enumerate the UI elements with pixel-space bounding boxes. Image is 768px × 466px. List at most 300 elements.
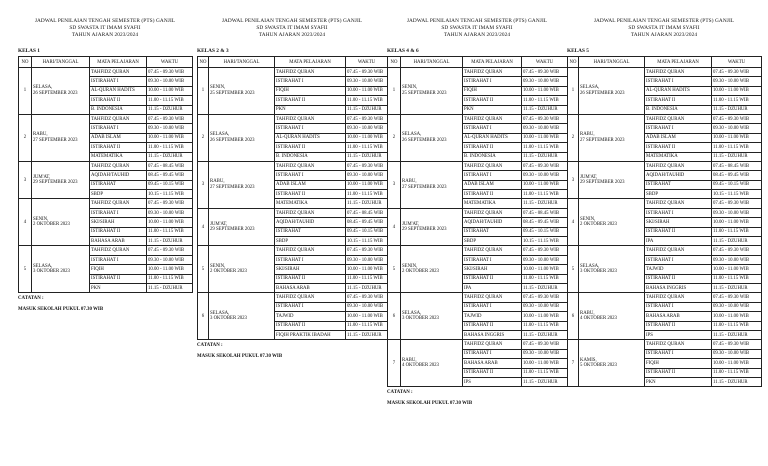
time-cell: 11.15 - DZUHUR: [712, 152, 762, 161]
time-cell: 07.45 - 09.30 WIB: [346, 246, 388, 255]
subject-cell: ISTIRAHAT I: [275, 124, 346, 133]
day-date: [32, 161, 90, 199]
day-number: 5: [198, 246, 209, 293]
time-cell: 07.45 - 09.30 WIB: [147, 199, 193, 208]
day-name: RABU,: [580, 132, 595, 138]
day-date: [579, 161, 645, 199]
day-name: SENIN,: [402, 263, 418, 269]
subject-cell: MATEMATIKA: [90, 152, 147, 161]
table-row: [198, 114, 388, 123]
subject-cell: IPS: [463, 377, 522, 386]
time-cell: 11.00 - 11.15 WIB: [346, 274, 388, 283]
day-name: RABU,: [580, 310, 595, 316]
date-text: 3 OKTOBER 2023: [33, 269, 70, 275]
table-row: [19, 114, 193, 123]
time-cell: 10.00 - 11.00 WIB: [712, 86, 762, 95]
subject-cell: TAHFIDZ QURAN: [645, 246, 712, 255]
time-cell: 07.45 - 09.30 WIB: [147, 246, 193, 255]
time-cell: 11.15 - DZUHUR: [712, 105, 762, 114]
time-cell: 09.45 - 10.15 WIB: [346, 227, 388, 236]
time-cell: 10.00 - 11.00 WIB: [346, 180, 388, 189]
day-number: 1: [568, 68, 579, 115]
day-number: 1: [198, 68, 209, 115]
subject-cell: TAHFIDZ QURAN: [463, 340, 522, 349]
table-row: [388, 293, 568, 302]
header-line3: TAHUN AJARAN 2023/2024: [630, 32, 698, 39]
note-label: CATATAN :: [197, 342, 223, 348]
subject-cell: AL-QURAN HADITS: [645, 86, 712, 95]
subject-cell: AQIDAH/TAUHID: [275, 218, 346, 227]
time-cell: 08.45 - 09.45 WIB: [346, 218, 388, 227]
date-text: 29 SEPTEMBER 2023: [210, 227, 255, 233]
time-cell: 10.15 - 11.15 WIB: [346, 237, 388, 246]
subject-cell: ISTIRAHAT I: [463, 302, 522, 311]
table-row: [388, 114, 568, 123]
header-line3: TAHUN AJARAN 2023/2024: [71, 32, 139, 39]
subject-cell: BAHASA INGGRIS: [463, 330, 522, 339]
subject-cell: AL-QURAN HADITS: [275, 133, 346, 142]
time-cell: 09.30 - 10.00 WIB: [522, 255, 568, 264]
day-name: SELASA,: [402, 132, 422, 138]
subject-cell: TAHFIDZ QURAN: [645, 340, 712, 349]
time-cell: 11.00 - 11.15 WIB: [712, 96, 762, 105]
time-cell: 09.30 - 10.00 WIB: [712, 77, 762, 86]
header-line3: TAHUN AJARAN 2023/2024: [258, 32, 326, 39]
subject-cell: ISTIRAHAT: [90, 180, 147, 189]
time-cell: 08.45 - 09.45 WIB: [522, 218, 568, 227]
time-cell: 10.15 - 11.15 WIB: [712, 190, 762, 199]
time-cell: 11.00 - 11.15 WIB: [147, 227, 193, 236]
subject-cell: BAHASA INGGRIS: [645, 283, 712, 292]
day-date: [579, 293, 645, 340]
subject-cell: TAHFIDZ QURAN: [463, 208, 522, 217]
day-name: SENIN,: [210, 85, 226, 91]
time-cell: 10.00 - 11.00 WIB: [346, 86, 388, 95]
table-row: [19, 68, 193, 77]
time-cell: 07.45 - 08.45 WIB: [712, 161, 762, 170]
subject-cell: TAHFIDZ QURAN: [275, 161, 346, 170]
day-date: [209, 246, 275, 293]
time-cell: 11.15 - DZUHUR: [522, 330, 568, 339]
time-cell: 11.00 - 11.15 WIB: [346, 143, 388, 152]
day-number: 3: [198, 161, 209, 208]
time-cell: 08.45 - 09.45 WIB: [712, 171, 762, 180]
time-cell: 11.00 - 11.15 WIB: [522, 368, 568, 377]
subject-cell: TAHFIDZ QURAN: [275, 208, 346, 217]
subject-cell: TAHFIDZ QURAN: [275, 246, 346, 255]
subject-cell: B. INDONESIA: [90, 105, 147, 114]
subject-cell: ISTIRAHAT II: [275, 321, 346, 330]
day-date: [32, 68, 90, 115]
subject-cell: ISTIRAHAT I: [463, 255, 522, 264]
time-cell: 10.00 - 11.00 WIB: [712, 312, 762, 321]
day-date: [401, 68, 463, 115]
time-cell: 09.30 - 10.00 WIB: [712, 302, 762, 311]
subject-cell: ISTIRAHAT I: [463, 349, 522, 358]
time-cell: 07.45 - 09.30 WIB: [147, 68, 193, 77]
subject-cell: MATEMATIKA: [275, 199, 346, 208]
time-cell: 09.45 - 10.15 WIB: [147, 180, 193, 189]
class-label: KELAS 5: [567, 48, 589, 54]
time-cell: 09.30 - 10.00 WIB: [147, 77, 193, 86]
subject-cell: TAJWID: [645, 265, 712, 274]
day-date: [209, 208, 275, 246]
time-cell: 07.45 - 09.30 WIB: [147, 114, 193, 123]
subject-cell: PKN: [275, 105, 346, 114]
subject-cell: TAHFIDZ QURAN: [90, 161, 147, 170]
time-cell: 10.00 - 11.00 WIB: [147, 86, 193, 95]
column-header: HARI/TANGGAL: [32, 57, 90, 68]
subject-cell: TAJWID: [275, 312, 346, 321]
subject-cell: ISTIRAHAT I: [645, 77, 712, 86]
time-cell: 10.00 - 11.00 WIB: [147, 218, 193, 227]
day-name: SELASA,: [210, 310, 230, 316]
school-header: [197, 18, 387, 40]
day-number: 7: [568, 340, 579, 387]
time-cell: 09.30 - 10.00 WIB: [346, 171, 388, 180]
time-cell: 11.15 - DZUHUR: [712, 237, 762, 246]
day-name: JUM'AT,: [33, 174, 51, 180]
subject-cell: ISTIRAHAT II: [463, 368, 522, 377]
subject-cell: ISTIRAHAT: [275, 227, 346, 236]
column-header: MATA PELAJARAN: [90, 57, 147, 68]
time-cell: 09.30 - 10.00 WIB: [522, 349, 568, 358]
date-text: 26 SEPTEMBER 2023: [33, 90, 78, 96]
time-cell: 11.00 - 11.15 WIB: [346, 190, 388, 199]
time-cell: 07.45 - 09.30 WIB: [712, 68, 762, 77]
time-cell: 10.00 - 11.00 WIB: [346, 265, 388, 274]
time-cell: 07.45 - 09.30 WIB: [346, 161, 388, 170]
table-row: [19, 246, 193, 255]
column-header: NO: [198, 57, 209, 68]
subject-cell: PKN: [463, 105, 522, 114]
day-name: RABU,: [402, 357, 417, 363]
time-cell: 07.45 - 09.30 WIB: [712, 114, 762, 123]
table-row: [568, 161, 762, 170]
table-row: [568, 293, 762, 302]
subject-cell: ISTIRAHAT: [645, 180, 712, 189]
subject-cell: TAHFIDZ QURAN: [645, 199, 712, 208]
time-cell: 09.30 - 10.00 WIB: [346, 124, 388, 133]
day-number: 5: [388, 246, 401, 293]
time-cell: 11.15 - DZUHUR: [147, 152, 193, 161]
time-cell: 09.30 - 10.00 WIB: [712, 124, 762, 133]
day-number: 1: [19, 68, 32, 115]
schedule-table: [197, 56, 388, 340]
time-cell: 07.45 - 08.45 WIB: [522, 208, 568, 217]
date-text: 26 SEPTEMBER 2023: [580, 90, 625, 96]
time-cell: 07.45 - 09.30 WIB: [712, 293, 762, 302]
day-name: SENIN,: [402, 85, 418, 91]
subject-cell: FIQIH PRAKTIK IBADAH: [275, 330, 346, 339]
time-cell: 07.45 - 09.30 WIB: [346, 293, 388, 302]
column-header: WAKTU: [712, 57, 762, 68]
subject-cell: SKI/SIRAH: [90, 218, 147, 227]
school-header: [567, 18, 761, 40]
time-cell: 10.00 - 11.00 WIB: [346, 133, 388, 142]
table-row: [568, 340, 762, 349]
subject-cell: ISTIRAHAT II: [275, 274, 346, 283]
column-header: WAKTU: [522, 57, 568, 68]
time-cell: 09.30 - 10.00 WIB: [147, 124, 193, 133]
subject-cell: TAHFIDZ QURAN: [275, 293, 346, 302]
date-text: 2 OKTOBER 2023: [33, 222, 70, 228]
column-header: WAKTU: [346, 57, 388, 68]
subject-cell: FIQIH: [645, 359, 712, 368]
schedule-table: [387, 56, 568, 387]
note-label: CATATAN :: [387, 389, 413, 395]
time-cell: 11.15 - DZUHUR: [522, 377, 568, 386]
subject-cell: SBDP: [645, 190, 712, 199]
day-date: [209, 68, 275, 115]
subject-cell: ISTIRAHAT II: [645, 227, 712, 236]
subject-cell: ISTIRAHAT I: [90, 208, 147, 217]
date-text: 5 OKTOBER 2023: [580, 363, 617, 369]
subject-cell: PKN: [645, 377, 712, 386]
table-row: [388, 208, 568, 217]
subject-cell: ISTIRAHAT I: [645, 208, 712, 217]
table-row: [388, 340, 568, 349]
day-number: 3: [388, 161, 401, 208]
subject-cell: TAHFIDZ QURAN: [90, 246, 147, 255]
subject-cell: BAHASA ARAB: [275, 283, 346, 292]
day-name: SENIN,: [33, 216, 49, 222]
day-number: 2: [19, 114, 32, 161]
subject-cell: IPA: [463, 283, 522, 292]
header-line1: JADWAL PENILAIAN TENGAH SEMESTER (PTS) GANJIL: [34, 18, 176, 24]
time-cell: 11.00 - 11.15 WIB: [147, 274, 193, 283]
column-header: NO: [19, 57, 32, 68]
time-cell: 11.00 - 11.15 WIB: [712, 274, 762, 283]
subject-cell: ISTIRAHAT I: [275, 77, 346, 86]
time-cell: 09.30 - 10.00 WIB: [712, 208, 762, 217]
time-cell: 11.15 - DZUHUR: [346, 283, 388, 292]
time-cell: 11.00 - 11.15 WIB: [712, 227, 762, 236]
table-row: [388, 246, 568, 255]
date-text: 27 SEPTEMBER 2023: [33, 137, 78, 143]
day-date: [401, 208, 463, 246]
day-name: RABU,: [402, 179, 417, 185]
note-text: MASUK SEKOLAH PUKUL 07.30 WIB: [387, 400, 473, 406]
day-name: SELASA,: [402, 310, 422, 316]
time-cell: 09.30 - 10.00 WIB: [346, 77, 388, 86]
time-cell: 07.45 - 09.30 WIB: [712, 340, 762, 349]
date-text: 2 OKTOBER 2023: [210, 269, 247, 275]
subject-cell: TAHFIDZ QURAN: [645, 293, 712, 302]
table-row: [568, 114, 762, 123]
subject-cell: ISTIRAHAT II: [275, 96, 346, 105]
subject-cell: SKI/SIRAH: [463, 265, 522, 274]
subject-cell: TAJWID: [463, 312, 522, 321]
header-line1: JADWAL PENILAIAN TENGAH SEMESTER (PTS) GANJIL: [221, 18, 363, 24]
date-text: 29 SEPTEMBER 2023: [580, 180, 625, 186]
table-row: [568, 246, 762, 255]
subject-cell: MATEMATIKA: [463, 199, 522, 208]
time-cell: 09.45 - 10.15 WIB: [712, 180, 762, 189]
subject-cell: ISTIRAHAT I: [275, 302, 346, 311]
day-name: JUM'AT,: [210, 221, 228, 227]
subject-cell: AQIDAH/TAUHID: [463, 218, 522, 227]
date-text: 27 SEPTEMBER 2023: [210, 184, 255, 190]
time-cell: 11.00 - 11.15 WIB: [147, 96, 193, 105]
day-date: [209, 293, 275, 340]
subject-cell: ISTIRAHAT I: [645, 302, 712, 311]
time-cell: 11.15 - DZUHUR: [346, 330, 388, 339]
subject-cell: ISTIRAHAT II: [645, 368, 712, 377]
time-cell: 11.15 - DZUHUR: [712, 330, 762, 339]
time-cell: 07.45 - 09.30 WIB: [522, 340, 568, 349]
header-line2: SD SWASTA IT IMAM SYAFII: [441, 25, 513, 32]
day-name: SELASA,: [210, 132, 230, 138]
subject-cell: TAHFIDZ QURAN: [645, 114, 712, 123]
time-cell: 11.00 - 11.15 WIB: [522, 143, 568, 152]
table-row: [198, 293, 388, 302]
subject-cell: ISTIRAHAT II: [645, 274, 712, 283]
subject-cell: FIQIH: [90, 265, 147, 274]
column-header: HARI/TANGGAL: [401, 57, 463, 68]
time-cell: 11.15 - DZUHUR: [522, 105, 568, 114]
time-cell: 07.45 - 08.45 WIB: [346, 208, 388, 217]
date-text: 2 OKTOBER 2023: [580, 222, 617, 228]
subject-cell: ISTIRAHAT I: [275, 255, 346, 264]
day-number: 4: [198, 208, 209, 246]
schedule-table: [18, 56, 193, 293]
subject-cell: TAHFIDZ QURAN: [463, 246, 522, 255]
school-header: [387, 18, 567, 40]
date-text: 25 SEPTEMBER 2023: [402, 90, 447, 96]
subject-cell: B. INDONESIA: [275, 152, 346, 161]
subject-cell: ISTIRAHAT II: [463, 190, 522, 199]
table-row: [198, 208, 388, 217]
time-cell: 09.30 - 10.00 WIB: [522, 171, 568, 180]
table-row: [388, 161, 568, 170]
time-cell: 10.00 - 11.00 WIB: [522, 133, 568, 142]
day-date: [32, 246, 90, 293]
day-date: [32, 114, 90, 161]
time-cell: 09.30 - 10.00 WIB: [147, 208, 193, 217]
time-cell: 11.15 - DZUHUR: [346, 105, 388, 114]
table-row: [388, 68, 568, 77]
column-header: MATA PELAJARAN: [275, 57, 346, 68]
table-row: [198, 68, 388, 77]
subject-cell: BAHASA ARAB: [463, 359, 522, 368]
table-row: [568, 199, 762, 208]
time-cell: 11.00 - 11.15 WIB: [346, 96, 388, 105]
subject-cell: ISTIRAHAT II: [90, 227, 147, 236]
time-cell: 09.30 - 10.00 WIB: [522, 124, 568, 133]
subject-cell: ISTIRAHAT II: [90, 274, 147, 283]
day-date: [209, 114, 275, 161]
day-number: 2: [568, 114, 579, 161]
time-cell: 07.45 - 09.30 WIB: [522, 114, 568, 123]
subject-cell: B. INDONESIA: [463, 152, 522, 161]
time-cell: 07.45 - 09.30 WIB: [346, 114, 388, 123]
subject-cell: TAHFIDZ QURAN: [463, 293, 522, 302]
date-text: 26 SEPTEMBER 2023: [210, 137, 255, 143]
time-cell: 11.15 - DZUHUR: [346, 199, 388, 208]
day-name: SELASA,: [580, 263, 600, 269]
subject-cell: ISTIRAHAT I: [90, 124, 147, 133]
day-date: [401, 114, 463, 161]
subject-cell: TAHFIDZ QURAN: [90, 199, 147, 208]
time-cell: 11.00 - 11.15 WIB: [522, 190, 568, 199]
subject-cell: TAHFIDZ QURAN: [463, 161, 522, 170]
day-date: [401, 293, 463, 340]
time-cell: 07.45 - 09.30 WIB: [522, 246, 568, 255]
time-cell: 11.00 - 11.15 WIB: [522, 96, 568, 105]
day-number: 6: [198, 293, 209, 340]
class-label: KELAS 4 & 6: [387, 48, 419, 54]
time-cell: 08.45 - 09.45 WIB: [147, 171, 193, 180]
day-name: SELASA,: [33, 85, 53, 91]
time-cell: 11.15 - DZUHUR: [147, 283, 193, 292]
subject-cell: ISTIRAHAT II: [463, 143, 522, 152]
school-header: [18, 18, 192, 40]
subject-cell: ADAB ISLAM: [275, 180, 346, 189]
time-cell: 11.15 - DZUHUR: [147, 105, 193, 114]
date-text: 3 OKTOBER 2023: [402, 316, 439, 322]
time-cell: 07.45 - 09.30 WIB: [522, 68, 568, 77]
day-name: RABU,: [210, 179, 225, 185]
day-number: 6: [568, 293, 579, 340]
time-cell: 10.00 - 11.00 WIB: [712, 133, 762, 142]
header-row: [198, 57, 388, 68]
date-text: 3 OKTOBER 2023: [580, 269, 617, 275]
time-cell: 11.00 - 11.15 WIB: [712, 321, 762, 330]
subject-cell: FIQIH: [275, 86, 346, 95]
subject-cell: ISTIRAHAT I: [463, 171, 522, 180]
subject-cell: ISTIRAHAT I: [463, 77, 522, 86]
subject-cell: ISTIRAHAT I: [275, 171, 346, 180]
header-line2: SD SWASTA IT IMAM SYAFII: [628, 25, 700, 32]
time-cell: 07.45 - 08.45 WIB: [147, 161, 193, 170]
day-name: SENIN,: [210, 263, 226, 269]
subject-cell: MATEMATIKA: [645, 152, 712, 161]
time-cell: 09.30 - 10.00 WIB: [712, 349, 762, 358]
time-cell: 10.00 - 11.00 WIB: [522, 180, 568, 189]
subject-cell: TAHFIDZ QURAN: [645, 161, 712, 170]
header-row: [19, 57, 193, 68]
subject-cell: SBDP: [463, 237, 522, 246]
day-name: SELASA,: [580, 85, 600, 91]
header-line2: SD SWASTA IT IMAM SYAFII: [69, 25, 141, 32]
date-text: 4 OKTOBER 2023: [580, 316, 617, 322]
note-text: MASUK SEKOLAH PUKUL 07.30 WIB: [18, 306, 104, 312]
subject-cell: SBDP: [275, 237, 346, 246]
time-cell: 07.45 - 09.30 WIB: [522, 161, 568, 170]
day-name: SELASA,: [33, 263, 53, 269]
time-cell: 10.00 - 11.00 WIB: [522, 86, 568, 95]
day-date: [32, 199, 90, 246]
time-cell: 09.30 - 10.00 WIB: [522, 77, 568, 86]
subject-cell: ISTIRAHAT II: [275, 143, 346, 152]
table-row: [198, 246, 388, 255]
header-line1: JADWAL PENILAIAN TENGAH SEMESTER (PTS) GANJIL: [593, 18, 735, 24]
subject-cell: ISTIRAHAT II: [463, 274, 522, 283]
day-date: [579, 340, 645, 387]
day-number: 5: [19, 246, 32, 293]
subject-cell: IPS: [645, 330, 712, 339]
subject-cell: ISTIRAHAT I: [645, 255, 712, 264]
day-number: 3: [568, 161, 579, 199]
subject-cell: ISTIRAHAT: [463, 227, 522, 236]
subject-cell: ADAB ISLAM: [90, 133, 147, 142]
subject-cell: AL-QURAN HADITS: [90, 86, 147, 95]
time-cell: 11.00 - 11.15 WIB: [712, 368, 762, 377]
day-date: [401, 246, 463, 293]
day-name: SENIN,: [580, 216, 596, 222]
day-number: 7: [388, 340, 401, 387]
